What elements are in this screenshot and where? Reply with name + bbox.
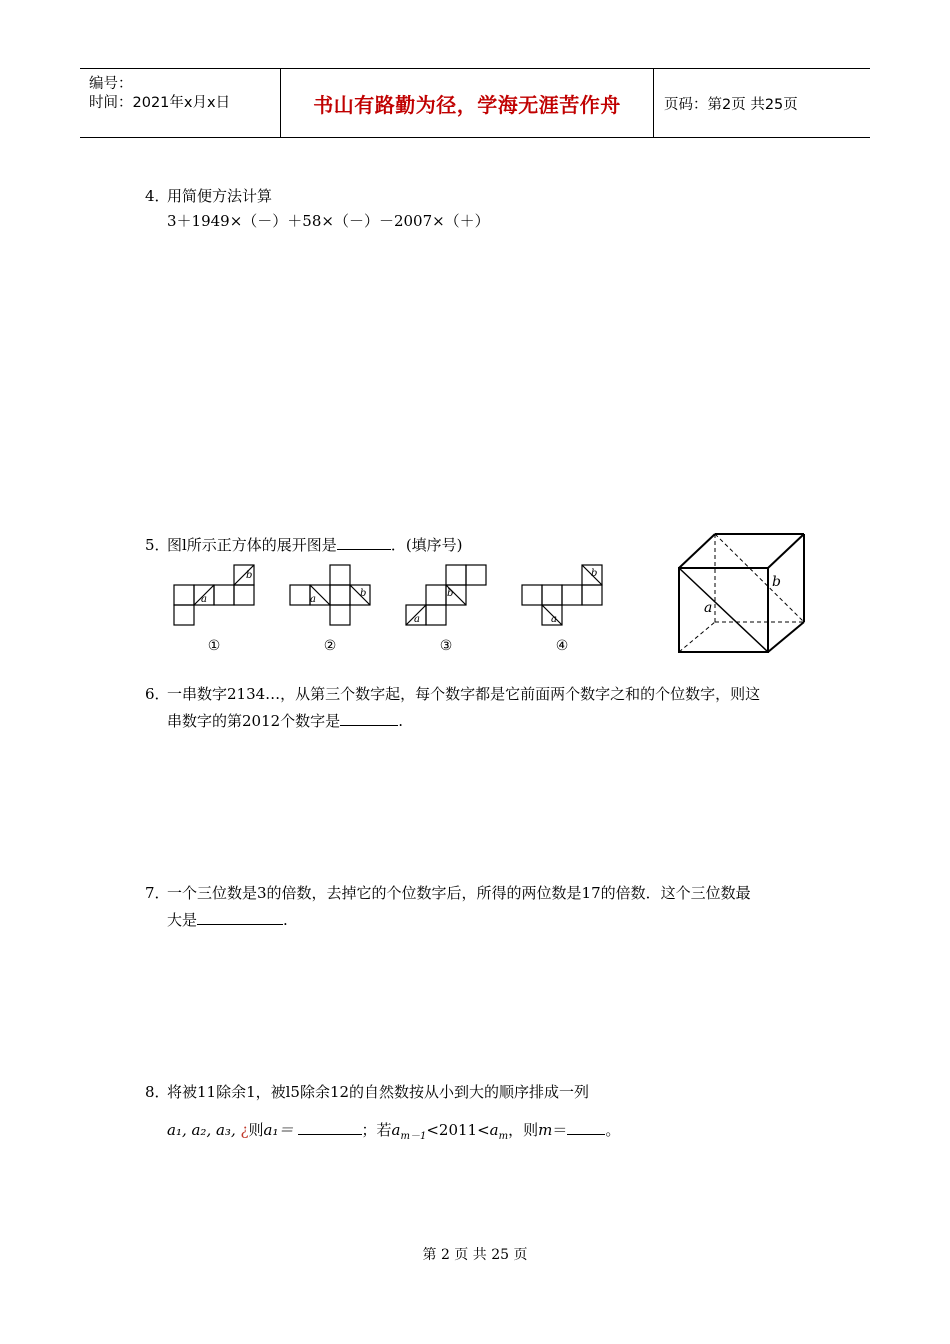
question-7-line-1	[145, 879, 751, 907]
net-1-label-b: b	[246, 570, 253, 581]
question-8-line-1	[145, 1078, 589, 1106]
net-2-label-b: b	[360, 588, 367, 599]
question-text: 将被11除余1，被l5除余12的自然数按从小到大的顺序排成一列	[167, 1083, 590, 1101]
inequality-2011: <2011<	[426, 1121, 490, 1139]
question-number: 6．	[145, 685, 170, 703]
question-6-line-2	[167, 707, 403, 735]
question-text: 图l所示正方体的展开图是	[167, 536, 337, 554]
question-4-expression: 3＋1949×（－）＋58×（－）－2007×（＋）	[167, 212, 490, 230]
net-3-label-a: a	[414, 614, 420, 625]
garbled-glyph: ¿	[240, 1121, 249, 1139]
question-text: 用简便方法计算	[167, 187, 273, 205]
question-5-text	[145, 531, 463, 559]
variable-m: m	[538, 1121, 553, 1139]
cube-label-a: a	[704, 600, 713, 616]
question-6-line-1	[145, 680, 760, 708]
header-left-cell	[80, 69, 281, 137]
answer-blank-a1	[298, 1118, 362, 1135]
sequence-terms: a₁, a₂, a₃,	[167, 1121, 241, 1139]
text-then: ，则	[508, 1121, 539, 1139]
page-info: 页码：第2页 共25页	[664, 96, 798, 113]
cube-figure	[670, 526, 815, 658]
question-number: 4．	[145, 187, 170, 205]
answer-blank-m	[567, 1118, 605, 1135]
net-3-label-b: b	[447, 588, 454, 599]
answer-blank	[197, 908, 283, 925]
net-label-4: ④	[555, 638, 569, 654]
net-1-label-a: a	[201, 594, 207, 605]
question-number: 8．	[145, 1083, 170, 1101]
cube-label-b: b	[772, 574, 781, 590]
net-1	[174, 565, 254, 625]
a1-equals: a₁＝	[263, 1121, 294, 1139]
question-text: 一个三位数是3的倍数，去掉它的个位数字后，所得的两位数是17的倍数．这个三位数最	[167, 884, 751, 902]
text-end: 。	[605, 1121, 621, 1139]
term-a: a	[489, 1121, 499, 1139]
net-label-2: ②	[323, 638, 337, 654]
subscript-m: m	[498, 1131, 509, 1142]
question-number: 5．	[145, 536, 170, 554]
header-motto-cell	[281, 69, 654, 137]
question-text: 大是	[167, 911, 198, 929]
equals-sign: ＝	[552, 1121, 568, 1139]
net-4-label-a: a	[551, 614, 557, 625]
question-text-tail: .	[283, 911, 288, 929]
net-label-3: ③	[439, 638, 453, 654]
page-footer: 第 2 页 共 25 页	[422, 1247, 528, 1263]
net-2	[290, 565, 370, 625]
question-7-line-2	[167, 906, 288, 934]
subscript-m-minus-1: m－1	[400, 1131, 427, 1142]
question-text-tail: .	[398, 712, 403, 730]
text-if: ；若	[361, 1121, 392, 1139]
question-text: 一串数字2134…，从第三个数字起，每个数字都是它前面两个数字之和的个位数字，则这	[167, 685, 761, 703]
date-line: 时间：2021年x月x日	[89, 95, 231, 111]
question-number: 7．	[145, 884, 170, 902]
question-8-line-2	[167, 1116, 620, 1151]
question-text-tail: ．(填序号)	[390, 536, 463, 554]
serial-label: 编号：	[89, 76, 133, 92]
answer-blank	[340, 709, 398, 726]
motto: 书山有路勤为径，学海无涯苦作舟	[313, 92, 621, 117]
question-4-title	[145, 182, 272, 210]
cube-nets-figure	[160, 558, 620, 658]
question-text: 串数字的第2012个数字是	[167, 712, 341, 730]
net-4	[522, 565, 602, 625]
net-4-label-b: b	[591, 568, 598, 579]
net-label-1: ①	[207, 638, 221, 654]
page-header	[80, 68, 870, 138]
text-then: 则	[248, 1121, 264, 1139]
net-2-label-a: a	[310, 594, 316, 605]
term-a: a	[391, 1121, 401, 1139]
header-page-cell	[654, 69, 870, 137]
answer-blank	[337, 533, 391, 550]
